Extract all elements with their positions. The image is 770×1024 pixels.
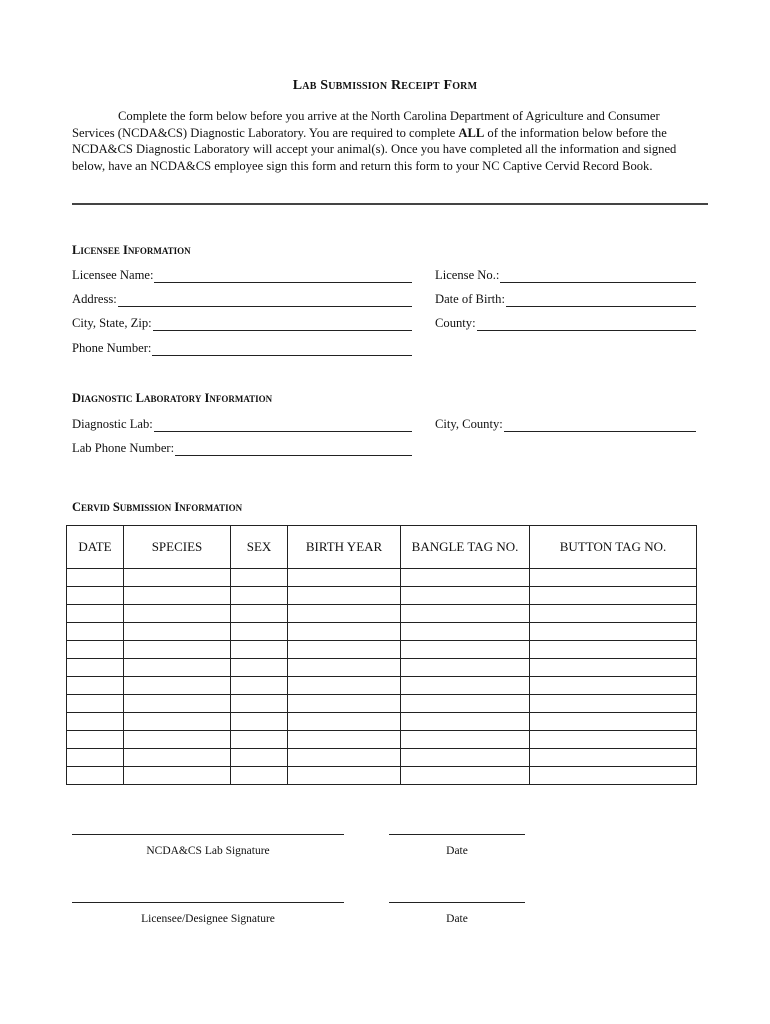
licensee-name-label: Licensee Name: [72,268,154,282]
cell-birth-year[interactable] [288,641,401,659]
date-of-birth-label: Date of Birth: [435,292,505,306]
cell-birth-year[interactable] [288,749,401,767]
cell-sex[interactable] [231,767,288,785]
table-row [67,587,697,605]
licensee-signature-line[interactable] [72,902,344,903]
lab-phone-line[interactable] [175,443,412,456]
table-row [67,695,697,713]
county-field[interactable] [435,315,696,331]
license-no-field[interactable] [435,267,696,283]
cell-bangle-tag[interactable] [401,641,530,659]
cell-button-tag[interactable] [530,731,697,749]
cell-birth-year[interactable] [288,659,401,677]
intro-paragraph [72,108,702,174]
licensee-signature-label: Licensee/Designee Signature [141,913,275,925]
column-header-button-tag: BUTTON TAG NO. [530,526,697,569]
table-header-row [67,526,697,569]
intro-text-emphasis: ALL [458,125,485,140]
cell-birth-year[interactable] [288,569,401,587]
cell-bangle-tag[interactable] [401,605,530,623]
licensee-name-line[interactable] [154,270,412,283]
table-row [67,677,697,695]
cell-button-tag[interactable] [530,569,697,587]
table-row [67,623,697,641]
column-header-birth-year: BIRTH YEAR [288,526,401,569]
date-of-birth-line[interactable] [506,294,696,307]
table-row [67,749,697,767]
table-row [67,605,697,623]
cell-button-tag[interactable] [530,587,697,605]
cell-button-tag[interactable] [530,641,697,659]
cell-bangle-tag[interactable] [401,569,530,587]
cell-sex[interactable] [231,605,288,623]
address-label: Address: [72,292,117,306]
table-row [67,731,697,749]
county-line[interactable] [477,318,696,331]
cell-bangle-tag[interactable] [401,677,530,695]
city-state-zip-label: City, State, Zip: [72,316,152,330]
cell-date[interactable] [67,749,124,767]
lab-signature-date-label: Date [446,845,468,857]
cell-birth-year[interactable] [288,713,401,731]
column-header-species: SPECIES [124,526,231,569]
licensee-signature-date-label: Date [446,913,468,925]
column-header-bangle-tag: BANGLE TAG NO. [401,526,530,569]
county-label: County: [435,316,476,330]
lab-signature-date-line[interactable] [389,834,525,835]
licensee-signature-date-line[interactable] [389,902,525,903]
lab-phone-label: Lab Phone Number: [72,441,175,455]
cell-date[interactable] [67,767,124,785]
cell-date[interactable] [67,569,124,587]
cell-birth-year[interactable] [288,677,401,695]
license-no-line[interactable] [500,270,696,283]
cell-species[interactable] [124,569,231,587]
cell-button-tag[interactable] [530,623,697,641]
cell-sex[interactable] [231,569,288,587]
cell-bangle-tag[interactable] [401,587,530,605]
diagnostic-lab-label: Diagnostic Lab: [72,417,153,431]
cell-date[interactable] [67,713,124,731]
cell-bangle-tag[interactable] [401,731,530,749]
phone-number-field[interactable] [72,340,412,356]
table-row [67,767,697,785]
cell-species[interactable] [124,695,231,713]
licensee-section-heading: Licensee Information [72,243,191,257]
cell-bangle-tag[interactable] [401,767,530,785]
cell-bangle-tag[interactable] [401,623,530,641]
diagnostic-lab-line[interactable] [154,419,412,432]
cell-button-tag[interactable] [530,749,697,767]
cell-species[interactable] [124,731,231,749]
cell-birth-year[interactable] [288,605,401,623]
table-row [67,569,697,587]
table-body [67,569,697,785]
cell-sex[interactable] [231,641,288,659]
cell-species[interactable] [124,749,231,767]
phone-number-line[interactable] [152,343,412,356]
intro-text-2: of the information below before the NCDA&CS Diagnostic Laboratory will accept your animal(s). Once you have completed all the information and signed below, have an NCDA&CS employee sign this form and return this form to your NC Captive Cervid Record Book. [72,125,677,173]
cell-species[interactable] [124,587,231,605]
column-header-sex: SEX [231,526,288,569]
cell-species[interactable] [124,623,231,641]
cell-date[interactable] [67,605,124,623]
cell-date[interactable] [67,731,124,749]
cell-birth-year[interactable] [288,587,401,605]
cell-sex[interactable] [231,659,288,677]
lab-city-county-field[interactable] [435,416,696,432]
table-row [67,713,697,731]
column-header-date: DATE [67,526,124,569]
cell-button-tag[interactable] [530,695,697,713]
date-of-birth-field[interactable] [435,291,696,307]
cell-date[interactable] [67,623,124,641]
cell-date[interactable] [67,677,124,695]
cell-sex[interactable] [231,695,288,713]
cell-sex[interactable] [231,623,288,641]
cell-birth-year[interactable] [288,767,401,785]
cell-species[interactable] [124,677,231,695]
cell-button-tag[interactable] [530,713,697,731]
intro-text-1: Complete the form below before you arrive at the North Carolina Department of Agriculture and Consumer Services (NCDA&CS) Diagnostic Laboratory. You are required to complete [72,109,660,140]
cell-species[interactable] [124,767,231,785]
cell-date[interactable] [67,659,124,677]
cervid-section-heading: Cervid Submission Information [72,500,243,514]
city-state-zip-line[interactable] [153,318,412,331]
license-no-label: License No.: [435,268,500,282]
cell-species[interactable] [124,659,231,677]
cell-sex[interactable] [231,713,288,731]
city-state-zip-field[interactable] [72,315,412,331]
cell-species[interactable] [124,605,231,623]
form-title: Lab Submission Receipt Form [292,78,478,93]
lab-signature-line[interactable] [72,834,344,835]
cell-date[interactable] [67,587,124,605]
cell-date[interactable] [67,695,124,713]
header-divider [72,203,708,205]
cell-species[interactable] [124,713,231,731]
licensee-name-field[interactable] [72,267,412,283]
cell-birth-year[interactable] [288,695,401,713]
address-field[interactable] [72,291,412,307]
cell-sex[interactable] [231,677,288,695]
cell-sex[interactable] [231,749,288,767]
cell-button-tag[interactable] [530,677,697,695]
lab-phone-field[interactable] [72,440,412,456]
cell-bangle-tag[interactable] [401,749,530,767]
lab-city-county-line[interactable] [504,419,696,432]
cell-button-tag[interactable] [530,605,697,623]
lab-city-county-label: City, County: [435,417,503,431]
cell-bangle-tag[interactable] [401,659,530,677]
cell-bangle-tag[interactable] [401,695,530,713]
address-line[interactable] [118,294,412,307]
diagnostic-lab-field[interactable] [72,416,412,432]
table-row [67,659,697,677]
cervid-submission-table [66,525,697,785]
cell-date[interactable] [67,641,124,659]
cell-sex[interactable] [231,731,288,749]
cell-bangle-tag[interactable] [401,713,530,731]
cell-button-tag[interactable] [530,659,697,677]
cell-birth-year[interactable] [288,731,401,749]
lab-section-heading: Diagnostic Laboratory Information [72,391,273,405]
cell-species[interactable] [124,641,231,659]
cell-birth-year[interactable] [288,623,401,641]
cell-button-tag[interactable] [530,767,697,785]
phone-number-label: Phone Number: [72,341,152,355]
cell-sex[interactable] [231,587,288,605]
table-row [67,641,697,659]
lab-signature-label: NCDA&CS Lab Signature [146,845,270,857]
